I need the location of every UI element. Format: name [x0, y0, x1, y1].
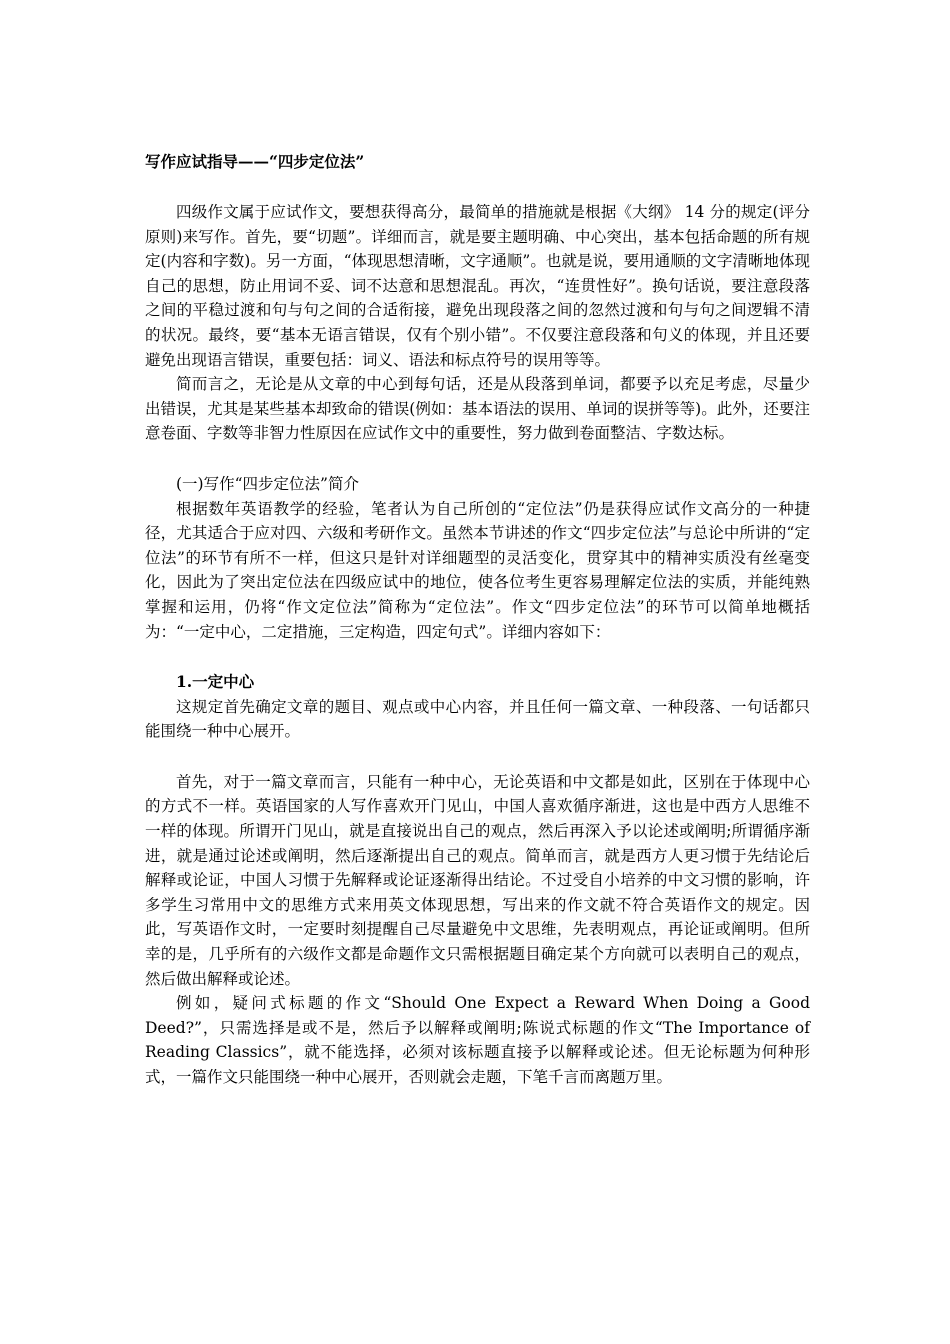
intro-paragraph-1: 四级作文属于应试作文，要想获得高分，最简单的措施就是根据《大纲》 14 分的规定(评分原则)来写作。首先，要“切题”。详细而言，就是要主题明确、中心突出，基本包括命题的所有规定(内容和字数)。另一方面，“体现思想清晰，文字通顺”。也就是说，要用通顺的文字清晰地体现自己的思想，防止用词不妥、词不达意和思想混乱。再次，“连贯性好”。换句话说，要注意段落之间的平稳过渡和句与句之间的合适衔接，避免出现段落之间的忽然过渡和句与句之间逻辑不清的状况。最终，要“基本无语言错误，仅有个别小错”。不仅要注意段落和句义的体现，并且还要避免出现语言错误，重要包括：词义、语法和标点符号的误用等等。	[145, 203, 810, 369]
document-body	[145, 150, 810, 1090]
spacer	[145, 446, 810, 472]
body-paragraph-1: 首先，对于一篇文章而言，只能有一种中心，无论英语和中文都是如此，区别在于体现中心的方式不一样。英语国家的人写作喜欢开门见山，中国人喜欢循序渐进，这也是中西方人思维不一样的体现。所谓开门见山，就是直接说出自己的观点，然后再深入予以论述或阐明;所谓循序渐进，就是通过论述或阐明，然后逐渐提出自己的观点。简单而言，就是西方人更习惯于先结论后解释或论证，中国人习惯于先解释或论证逐渐得出结论。不过受自小培养的中文习惯的影响，许多学生习常用中文的思维方式来用英文体现思想，写出来的作文就不符合英语作文的规定。因此，写英语作文时，一定要时刻提醒自己尽量避免中文思维，先表明观点，再论证或阐明。但所幸的是，几乎所有的六级作文都是命题作文只需根据题目确定某个方向就可以表明自己的观点，然后做出解释或论述。	[145, 772, 810, 988]
spacer	[145, 744, 810, 770]
intro-paragraph-2: 简而言之，无论是从文章的中心到每句话，还是从段落到单词，都要予以充足考虑，尽量少出错误，尤其是某些基本却致命的错误(例如：基本语法的误用、单词的误拼等等)。此外，还要注意卷面、字数等非智力性原因在应试作文中的重要性，努力做到卷面整洁、字数达标。	[145, 375, 810, 443]
spacer	[145, 174, 810, 200]
section-intro-paragraph: 根据数年英语教学的经验，笔者认为自己所创的“定位法”仍是获得应试作文高分的一种捷径，尤其适合于应对四、六级和考研作文。虽然本节讲述的作文“四步定位法”与总论中所讲的“定位法”的环节有所不一样，但这只是针对详细题型的灵活变化，贯穿其中的精神实质没有丝毫变化，因此为了突出定位法在四级应试中的地位，使各位考生更容易理解定位法的实质，并能纯熟掌握和运用，仍将“作文定位法”简称为“定位法”。作文“四步定位法”的环节可以简单地概括为：“一定中心，二定措施，三定构造，四定句式”。详细内容如下：	[145, 499, 810, 641]
document-title: 写作应试指导——“四步定位法”	[145, 152, 365, 171]
section-heading-center: 1.一定中心	[176, 672, 255, 692]
spacer	[145, 644, 810, 670]
section-center-paragraph: 这规定首先确定文章的题目、观点或中心内容，并且任何一篇文章、一种段落、一句话都只能围绕一种中心展开。	[145, 697, 810, 741]
section-heading-intro: (一)写作“四步定位法”简介	[176, 474, 359, 493]
body-paragraph-2: 例如，疑问式标题的作文“Should One Expect a Reward When Doing a Good Deed?”，只需选择是或不是，然后予以解释或阐明;陈说式标题的作文“The Importance of Reading Classics”，就不能选择，必须对该标题直接予以解释或论述。但无论标题为何种形式，一篇作文只能围绕一种中心展开，否则就会走题，下笔千言而离题万里。	[145, 994, 810, 1086]
